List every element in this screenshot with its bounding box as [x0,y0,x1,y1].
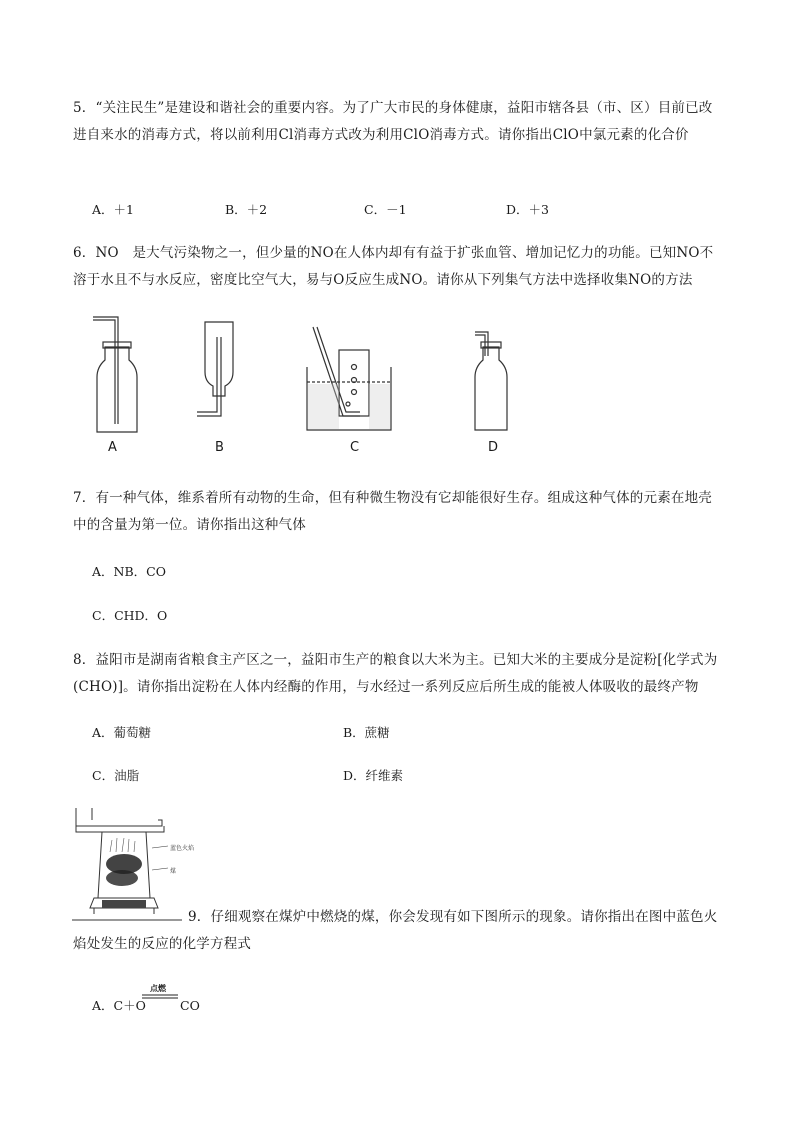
apparatus-d-bottle [475,332,507,430]
reaction-double-line [142,994,178,1000]
q8-option-a: A．葡萄糖 [92,725,152,740]
q5-option-b: B．＋2 [225,202,268,217]
label-coal: 煤 [170,868,177,875]
blue-flame-strokes [110,838,135,852]
q5-option-a: A．＋1 [92,202,134,217]
figure-label-a: A [108,440,117,455]
figure-label-d: D [488,440,499,455]
coal-pile [106,854,142,886]
gas-collection-figure [85,312,525,462]
question-8-stem: 8．益阳市是湖南省粮食主产区之一，益阳市生产的粮食以大米为主。已知大米的主要成分是淀粉[化学式为(CHO)]。请你指出淀粉在人体内经酶的作用，与水经过一系列反应后所生成的能被人体吸收的最终产物 [73,652,718,695]
q9-option-a-left: A．C＋O [92,998,146,1013]
q5-option-d: D．＋3 [506,202,549,217]
q9-reaction-condition: 点燃 [150,984,166,993]
question-6-stem: 6．NO 是大气污染物之一，但少量的NO在人体内却有有益于扩张血管、增加记忆力的功能。已知NO不溶于水且不与水反应，密度比空气大，易与O反应生成NO。请你从下列集气方法中选择收集NO的方法 [73,245,714,288]
q8-option-d: D．纤维素 [343,768,404,783]
q9-option-a-right: CO [180,998,200,1013]
q8-option-b: B．蔗糖 [343,725,390,740]
question-9-stem: 9．仔细观察在煤炉中燃烧的煤，你会发现有如下图所示的现象。请你指出在图中蓝色火焰处发生的反应的化学方程式 [73,909,718,952]
q5-option-c: C．－1 [364,202,407,217]
q8-option-c: C．油脂 [92,768,140,783]
question-7-stem: 7．有一种气体，维系着所有动物的生命，但有种微生物没有它却能很好生存。组成这种气体的元素在地壳中的含量为第一位。请你指出这种气体 [73,490,712,533]
q7-options-ab: A．NB．CO [92,564,166,579]
figure-label-b: B [215,440,224,455]
question-5-stem: 5．“关注民生”是建设和谐社会的重要内容。为了广大市民的身体健康，益阳市辖各县（市、区）目前已改进自来水的消毒方式，将以前利用Cl消毒方式改为利用ClO消毒方式。请你指出ClO中氯元素的化合价 [73,100,713,143]
label-blue-flame: 蓝色火焰 [170,845,195,852]
q7-options-cd: C．CHD．O [92,608,168,623]
figure-label-c: C [350,440,360,455]
apparatus-a-bottle [93,317,137,432]
apparatus-c-water-fill [308,384,390,429]
apparatus-b-inverted-bottle [197,322,233,416]
